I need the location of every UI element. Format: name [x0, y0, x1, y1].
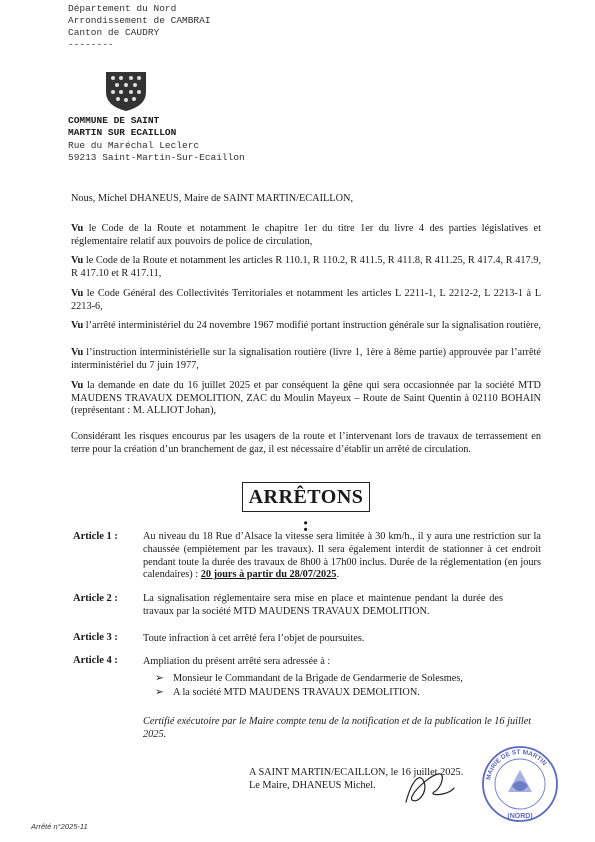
arretons-title: ARRÊTONS : [242, 482, 370, 512]
stamp-top-text: MAIRIE DE ST MARTIN [485, 748, 548, 781]
arrow-bullet-icon: ➢ [155, 687, 164, 698]
vu-lead: Vu [71, 320, 84, 331]
department-line: Département du Nord [68, 3, 177, 14]
commune-name-line1: COMMUNE DE SAINT [68, 115, 160, 126]
commune-name-line2: MARTIN SUR ECAILLON [68, 127, 177, 138]
recipient-item-2 [155, 686, 420, 699]
vu-lead: Vu [71, 288, 84, 299]
header-separator: -------- [68, 39, 114, 50]
article-3-label: Article 3 : [73, 632, 118, 643]
vu-text: l’instruction interministérielle sur la signalisation routière (livre 1, 1ère à 8ème partie) approuvée par l’arrêté interministériel du 7 juin 1977, [71, 347, 541, 371]
commune-city: 59213 Saint-Martin-Sur-Ecaillon [68, 152, 245, 163]
handwritten-signature [398, 762, 458, 812]
article-2-label: Article 2 : [73, 593, 118, 604]
considering-paragraph: Considérant les risques encourus par les usagers de la route et l’intervenant lors de travaux de terrassement en terre pour la création d’un branchement de gaz, il est nécessaire d’établir un arrêté de circulation. [71, 431, 541, 455]
article-1-body: Au niveau du 18 Rue d’Alsace la vitesse sera limitée à 30 km/h., il y aura une restriction sur la chaussée (empiètement par les travaux). Il sera également interdit de stationner à cet endroit pendant toute la durée des travaux de 8h00 à 17h00 inclus. Durée de la réglementation (en jours calendaires) : [143, 531, 541, 581]
commune-name [68, 115, 176, 139]
recipient-item-1 [155, 672, 463, 685]
article-1-end: . [336, 569, 340, 581]
place-date-line: A SAINT MARTIN/ECAILLON, le 16 juillet 2025. [249, 767, 464, 778]
vu-paragraph-2 [71, 255, 541, 280]
decree-number-footer: Arrêté n°2025-11 [31, 822, 88, 831]
vu-paragraph-1 [71, 223, 541, 248]
coat-of-arms-logo [104, 70, 148, 112]
vu-lead: Vu [71, 223, 84, 234]
vu-paragraph-5 [71, 347, 541, 372]
vu-text: l’arrêté interministériel du 24 novembre 1967 modifié portant instruction générale sur la signalisation routière, [83, 320, 542, 331]
article-2-text: La signalisation réglementaire sera mise en place et maintenue pendant la durée des travaux par la société MTD MAUDENS TRAVAUX DEMOLITION. [143, 593, 503, 617]
intro-line: Nous, Michel DHANEUS, Maire de SAINT MARTIN/ECAILLON, [71, 193, 354, 204]
recipient-text: A la société MTD MAUDENS TRAVAUX DEMOLITION. [173, 687, 420, 698]
certified-statement: Certifié exécutoire par le Maire compte tenu de la notification et de la publication le 16 juillet 2025. [143, 716, 532, 740]
canton-line: Canton de CAUDRY [68, 27, 160, 38]
arrow-bullet-icon: ➢ [155, 673, 164, 684]
vu-text: le Code Général des Collectivités Territoriales et notamment les articles L 2211-1, L 2212-2, L 2213-1 à L 2213-6, [71, 288, 541, 312]
vu-paragraph-6 [71, 380, 541, 418]
vu-lead: Vu [71, 347, 84, 358]
vu-paragraph-4 [71, 320, 541, 333]
mayor-signature-line: Le Maire, DHANEUS Michel. [249, 780, 376, 791]
vu-text: la demande en date du 16 juillet 2025 et par conséquent la gêne qui sera occasionnée par la société MTD MAUDENS TRAVAUX DEMOLITION, ZAC du Moulin Mayeux – Route de Saint Quentin à 02110 BOHAIN (représentant : M. ALLIOT Johan), [71, 380, 541, 417]
article-4-text: Ampliation du présent arrêté sera adressée à : [143, 656, 331, 667]
arrondissement-line: Arrondissement de CAMBRAI [68, 15, 211, 26]
article-1-label: Article 1 : [73, 531, 118, 542]
vu-lead: Vu [71, 380, 84, 391]
vu-text: le Code de la Route et notamment le chapitre 1er du titre 1er du livre 4 des parties législatives et réglementaire relatif aux pouvoirs de police de circulation, [71, 223, 541, 247]
vu-paragraph-3 [71, 288, 541, 313]
commune-street: Rue du Maréchal Leclerc [68, 140, 200, 151]
vu-text: le Code de la Route et notamment les articles R 110.1, R 110.2, R 411.5, R 411.8, R 411.25, R 417.4, R 417.9, R 417.10 et R 417.11, [71, 255, 541, 279]
article-1-text [143, 531, 541, 582]
article-4-label: Article 4 : [73, 655, 118, 666]
vu-lead: Vu [71, 255, 84, 266]
recipient-text: Monsieur le Commandant de la Brigade de Gendarmerie de Solesmes, [173, 673, 463, 684]
article-3-text: Toute infraction à cet arrêté fera l’objet de poursuites. [143, 633, 365, 644]
article-1-duration: 20 jours à partir du 28/07/2025 [200, 569, 337, 581]
stamp-bottom-text: (NORD) [507, 813, 533, 820]
